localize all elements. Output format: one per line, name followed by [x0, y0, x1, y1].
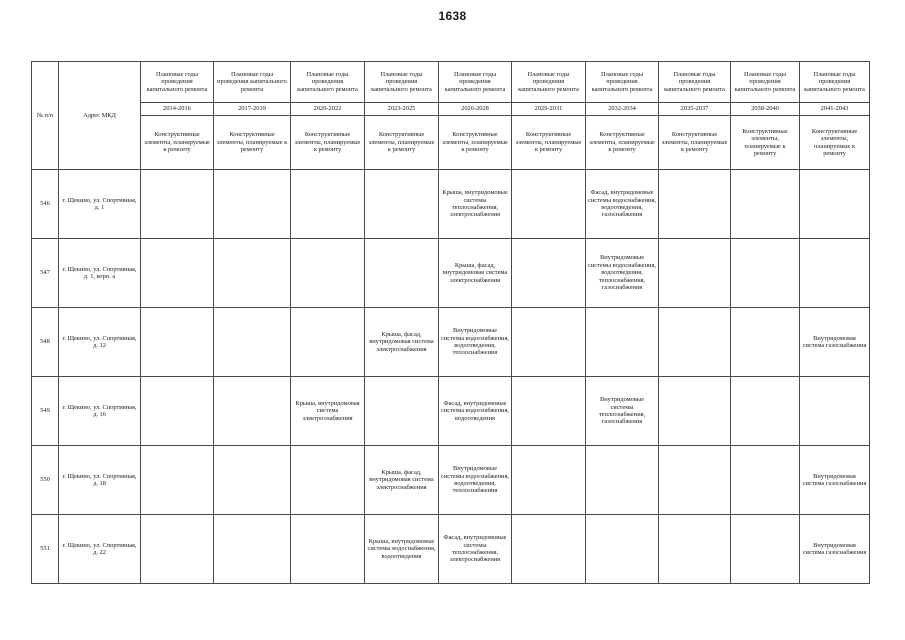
- work-cell: [731, 515, 800, 584]
- period-subheader: Конструктивные элементы, планируемые к ремонту: [659, 116, 731, 170]
- row-number: 550: [32, 446, 59, 515]
- period-years: 2017-2019: [214, 103, 291, 116]
- work-cell: [586, 446, 659, 515]
- period-subheader: Конструктивные элементы, планируемые к ремонту: [439, 116, 512, 170]
- work-cell: [291, 170, 365, 239]
- period-subheader: Конструктивные элементы, планируемые к ремонту: [365, 116, 439, 170]
- work-cell: [214, 515, 291, 584]
- work-cell: [291, 239, 365, 308]
- header-row-subtitle: [32, 116, 870, 170]
- period-label: Плановые годы проведения капитального ремонта: [214, 62, 291, 103]
- work-cell: Фасад, внутридомовые системы водоснабжения, водоотведения: [439, 377, 512, 446]
- work-cell: [141, 377, 214, 446]
- table-row: [32, 446, 870, 515]
- work-cell: [365, 239, 439, 308]
- work-cell: [800, 239, 870, 308]
- row-address: г. Щекино, ул. Спортивная, д. 18: [59, 446, 141, 515]
- period-label: Плановые годы проведения капитального ремонта: [586, 62, 659, 103]
- work-cell: [659, 308, 731, 377]
- row-address: г. Щекино, ул. Спортивная, д. 1, корп. а: [59, 239, 141, 308]
- period-years: 2026-2028: [439, 103, 512, 116]
- work-cell: [214, 446, 291, 515]
- work-cell: [291, 308, 365, 377]
- work-cell: [214, 239, 291, 308]
- row-address: г. Щекино, ул. Спортивная, д. 16: [59, 377, 141, 446]
- period-label: Плановые годы проведения капитального ремонта: [141, 62, 214, 103]
- table-row: [32, 515, 870, 584]
- work-cell: Крыша, внутридомовые системы водоснабжения, водоотведения: [365, 515, 439, 584]
- work-cell: Внутридомовые системы водоснабжения, водоотведения, теплоснабжения, газоснабжения: [586, 239, 659, 308]
- work-cell: [659, 446, 731, 515]
- work-cell: [731, 308, 800, 377]
- header-row-labels: [32, 62, 870, 103]
- work-cell: Внутридомовая система газоснабжения: [800, 515, 870, 584]
- work-cell: Внутридомовые системы водоснабжения, водоотведения, теплоснабжения: [439, 446, 512, 515]
- work-cell: [512, 446, 586, 515]
- work-cell: [659, 377, 731, 446]
- row-number: 551: [32, 515, 59, 584]
- work-cell: Фасад, внутридомовые системы водоснабжения, водоотведения, газоснабжения: [586, 170, 659, 239]
- work-cell: [141, 239, 214, 308]
- work-cell: [365, 170, 439, 239]
- period-label: Плановые годы проведения капитального ремонта: [800, 62, 870, 103]
- work-cell: [731, 446, 800, 515]
- work-cell: Фасад, внутридомовые системы теплоснабжения, электроснабжения: [439, 515, 512, 584]
- work-cell: [512, 170, 586, 239]
- period-subheader: Конструктивные элементы, планируемые к ремонту: [731, 116, 800, 170]
- period-label: Плановые годы проведения капитального ремонта: [659, 62, 731, 103]
- period-subheader: Конструктивные элементы, планируемые к ремонту: [512, 116, 586, 170]
- header-row-years: [32, 103, 870, 116]
- period-subheader: Конструктивные элементы, планируемые к ремонту: [291, 116, 365, 170]
- period-subheader: Конструктивные элементы, планируемые к ремонту: [141, 116, 214, 170]
- work-cell: [291, 446, 365, 515]
- work-cell: [141, 515, 214, 584]
- work-cell: Внутридомовые системы теплоснабжения, газоснабжения: [586, 377, 659, 446]
- work-cell: [659, 170, 731, 239]
- period-label: Плановые годы проведения капитального ремонта: [291, 62, 365, 103]
- period-label: Плановые годы проведения капитального ремонта: [365, 62, 439, 103]
- row-number: 546: [32, 170, 59, 239]
- period-subheader: Конструктивные элементы, планируемые к ремонту: [800, 116, 870, 170]
- column-header-address: Адрес МКД: [59, 62, 141, 170]
- period-years: 2023-2025: [365, 103, 439, 116]
- period-years: 2041-2043: [800, 103, 870, 116]
- row-number: 547: [32, 239, 59, 308]
- row-number: 549: [32, 377, 59, 446]
- row-address: г. Щекино, ул. Спортивная, д. 12: [59, 308, 141, 377]
- table-row: [32, 239, 870, 308]
- work-cell: [214, 377, 291, 446]
- work-cell: [586, 515, 659, 584]
- period-years: 2032-2034: [586, 103, 659, 116]
- work-cell: [214, 308, 291, 377]
- period-subheader: Конструктивные элементы, планируемые к ремонту: [586, 116, 659, 170]
- period-years: 2029-2031: [512, 103, 586, 116]
- work-cell: [141, 170, 214, 239]
- period-label: Плановые годы проведения капитального ремонта: [731, 62, 800, 103]
- page-number: 1638: [438, 9, 467, 23]
- row-number: 548: [32, 308, 59, 377]
- work-cell: Крыша, фасад, внутридомовая система электроснабжения: [365, 308, 439, 377]
- table-row: [32, 308, 870, 377]
- column-header-number: № п/п: [32, 62, 59, 170]
- work-cell: [141, 446, 214, 515]
- work-cell: [512, 377, 586, 446]
- work-cell: [214, 170, 291, 239]
- work-cell: [800, 170, 870, 239]
- work-cell: [512, 515, 586, 584]
- row-address: г. Щекино, ул. Спортивная, д. 22: [59, 515, 141, 584]
- period-years: 2038-2040: [731, 103, 800, 116]
- work-cell: [365, 377, 439, 446]
- table-row: [32, 170, 870, 239]
- row-address: г. Щекино, ул. Спортивная, д. 1: [59, 170, 141, 239]
- work-cell: [731, 239, 800, 308]
- period-label: Плановые годы проведения капитального ремонта: [439, 62, 512, 103]
- work-cell: Крыша, внутридомовая система электроснабжения: [291, 377, 365, 446]
- work-cell: Внутридомовая система газоснабжения: [800, 446, 870, 515]
- work-cell: Крыша, внутридомовые системы теплоснабжения, электроснабжения: [439, 170, 512, 239]
- work-cell: [731, 170, 800, 239]
- work-cell: [659, 515, 731, 584]
- period-subheader: Конструктивные элементы, планируемые к ремонту: [214, 116, 291, 170]
- work-cell: [586, 308, 659, 377]
- period-years: 2014-2016: [141, 103, 214, 116]
- work-cell: [141, 308, 214, 377]
- period-years: 2020-2022: [291, 103, 365, 116]
- work-cell: [512, 239, 586, 308]
- work-cell: [731, 377, 800, 446]
- capital-repair-table: [31, 61, 870, 584]
- work-cell: [291, 515, 365, 584]
- work-cell: Крыша, фасад, внутридомовая система электроснабжения: [439, 239, 512, 308]
- work-cell: Крыша, фасад, внутридомовая система электроснабжения: [365, 446, 439, 515]
- work-cell: [659, 239, 731, 308]
- work-cell: [512, 308, 586, 377]
- table-row: [32, 377, 870, 446]
- work-cell: Внутридомовая система газоснабжения: [800, 308, 870, 377]
- period-label: Плановые годы проведения капитального ремонта: [512, 62, 586, 103]
- work-cell: [800, 377, 870, 446]
- work-cell: Внутридомовые системы водоснабжения, водоотведения, теплоснабжения: [439, 308, 512, 377]
- period-years: 2035-2037: [659, 103, 731, 116]
